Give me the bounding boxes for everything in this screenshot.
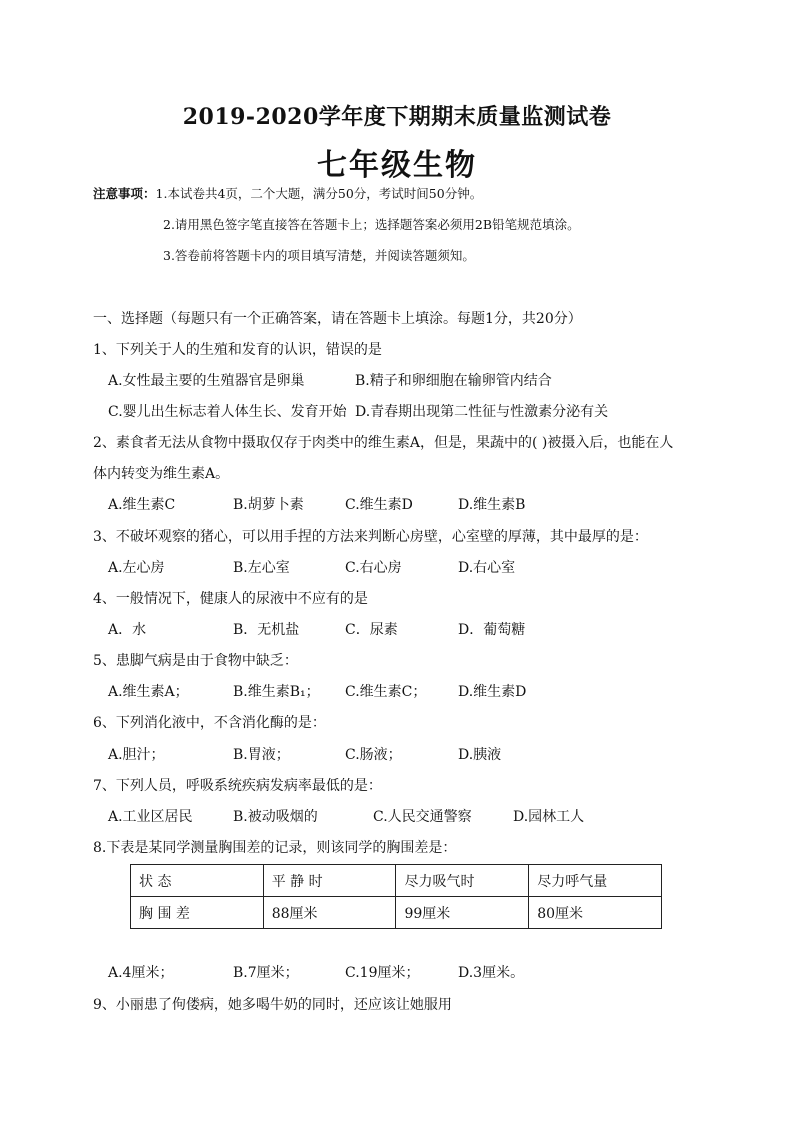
question-8-option-b: B.7厘米； bbox=[233, 965, 299, 981]
question-4-option-a: A．水 bbox=[108, 622, 147, 638]
question-5-option-d: D.维生素D bbox=[458, 684, 527, 700]
table-header-cell: 平 静 时 bbox=[263, 865, 396, 897]
question-1-stem: 1、下列关于人的生殖和发育的认识，错误的是 bbox=[93, 342, 382, 358]
question-4-stem: 4、一般情况下，健康人的尿液中不应有的是 bbox=[93, 591, 368, 607]
question-3-stem: 3、不破坏观察的猪心，可以用手捏的方法来判断心房壁，心室壁的厚薄，其中最厚的是： bbox=[93, 529, 648, 545]
table-cell: 99厘米 bbox=[396, 897, 529, 929]
question-6-stem: 6、下列消化液中，不含消化酶的是： bbox=[93, 715, 326, 731]
question-1-option-d: D.青春期出现第二性征与性激素分泌有关 bbox=[355, 404, 609, 420]
chest-measurement-table bbox=[130, 864, 662, 929]
question-7-option-b: B.被动吸烟的 bbox=[233, 809, 318, 825]
question-5-option-b: B.维生素B₁； bbox=[233, 684, 320, 700]
question-3-option-b: B.左心室 bbox=[233, 560, 290, 576]
table-cell: 胸 围 差 bbox=[131, 897, 264, 929]
table-header-cell: 尽力吸气时 bbox=[396, 865, 529, 897]
question-2-stem: 2、素食者无法从食物中摄取仅存于肉类中的维生素A，但是，果蔬中的( )被摄入后，也能在人 bbox=[93, 435, 674, 451]
table-header-cell: 尽力呼气量 bbox=[529, 865, 662, 897]
question-4-option-c: C．尿素 bbox=[345, 622, 398, 638]
question-2-option-d: D.维生素B bbox=[458, 497, 526, 513]
question-8-option-d: D.3厘米。 bbox=[458, 965, 525, 981]
question-7-option-d: D.园林工人 bbox=[513, 809, 585, 825]
question-1-option-a: A.女性最主要的生殖器官是卵巢 bbox=[108, 373, 305, 389]
question-7-option-c: C.人民交通警察 bbox=[373, 809, 472, 825]
question-3-option-d: D.右心室 bbox=[458, 560, 516, 576]
notice-line-1 bbox=[93, 184, 482, 204]
exam-title: 2019-2020学年度下期期末质量监测试卷 bbox=[182, 104, 612, 130]
question-6-option-d: D.胰液 bbox=[458, 747, 502, 763]
notice-item-1: 1.本试卷共4页，二个大题，满分50分，考试时间50分钟。 bbox=[155, 186, 483, 201]
question-9-stem: 9、小丽患了佝偻病，她多喝牛奶的同时，还应该让她服用 bbox=[93, 997, 452, 1013]
table-row bbox=[131, 897, 662, 929]
table-header-row bbox=[131, 865, 662, 897]
question-7-stem: 7、下列人员，呼吸系统疾病发病率最低的是： bbox=[93, 778, 382, 794]
section-heading: 一、选择题（每题只有一个正确答案，请在答题卡上填涂。每题1分，共20分） bbox=[93, 311, 582, 327]
question-5-option-a: A.维生素A； bbox=[108, 684, 189, 700]
question-1-option-b: B.精子和卵细胞在输卵管内结合 bbox=[355, 373, 552, 389]
question-4-option-d: D．葡萄糖 bbox=[458, 622, 526, 638]
table-cell: 80厘米 bbox=[529, 897, 662, 929]
notice-label: 注意事项： bbox=[93, 186, 156, 201]
exam-subject: 七年级生物 bbox=[317, 148, 477, 183]
question-5-stem: 5、患脚气病是由于食物中缺乏： bbox=[93, 653, 298, 669]
question-2-option-c: C.维生素D bbox=[345, 497, 413, 513]
question-3-option-c: C.右心房 bbox=[345, 560, 402, 576]
question-1-option-c: C.婴儿出生标志着人体生长、发育开始 bbox=[108, 404, 347, 420]
notice-item-3: 3.答卷前将答题卡内的项目填写清楚，并阅读答题须知。 bbox=[163, 248, 475, 263]
question-6-option-b: B.胃液； bbox=[233, 747, 290, 763]
question-2-option-a: A.维生素C bbox=[108, 497, 176, 513]
question-6-option-c: C.肠液； bbox=[345, 747, 402, 763]
table-header-cell: 状 态 bbox=[131, 865, 264, 897]
question-5-option-c: C.维生素C； bbox=[345, 684, 427, 700]
question-8-option-a: A.4厘米； bbox=[108, 965, 174, 981]
question-4-option-b: B．无机盐 bbox=[233, 622, 300, 638]
question-2-option-b: B.胡萝卜素 bbox=[233, 497, 304, 513]
question-8-stem: 8.下表是某同学测量胸围差的记录，则该同学的胸围差是： bbox=[93, 840, 457, 856]
notice-item-2: 2.请用黑色签字笔直接答在答题卡上；选择题答案必须用2B铅笔规范填涂。 bbox=[163, 217, 580, 232]
question-3-option-a: A.左心房 bbox=[108, 560, 165, 576]
table-cell: 88厘米 bbox=[263, 897, 396, 929]
question-6-option-a: A.胆汁； bbox=[108, 747, 165, 763]
question-7-option-a: A.工业区居民 bbox=[108, 809, 193, 825]
question-2-stem-cont: 体内转变为维生素A。 bbox=[93, 466, 230, 482]
question-8-option-c: C.19厘米； bbox=[345, 965, 420, 981]
